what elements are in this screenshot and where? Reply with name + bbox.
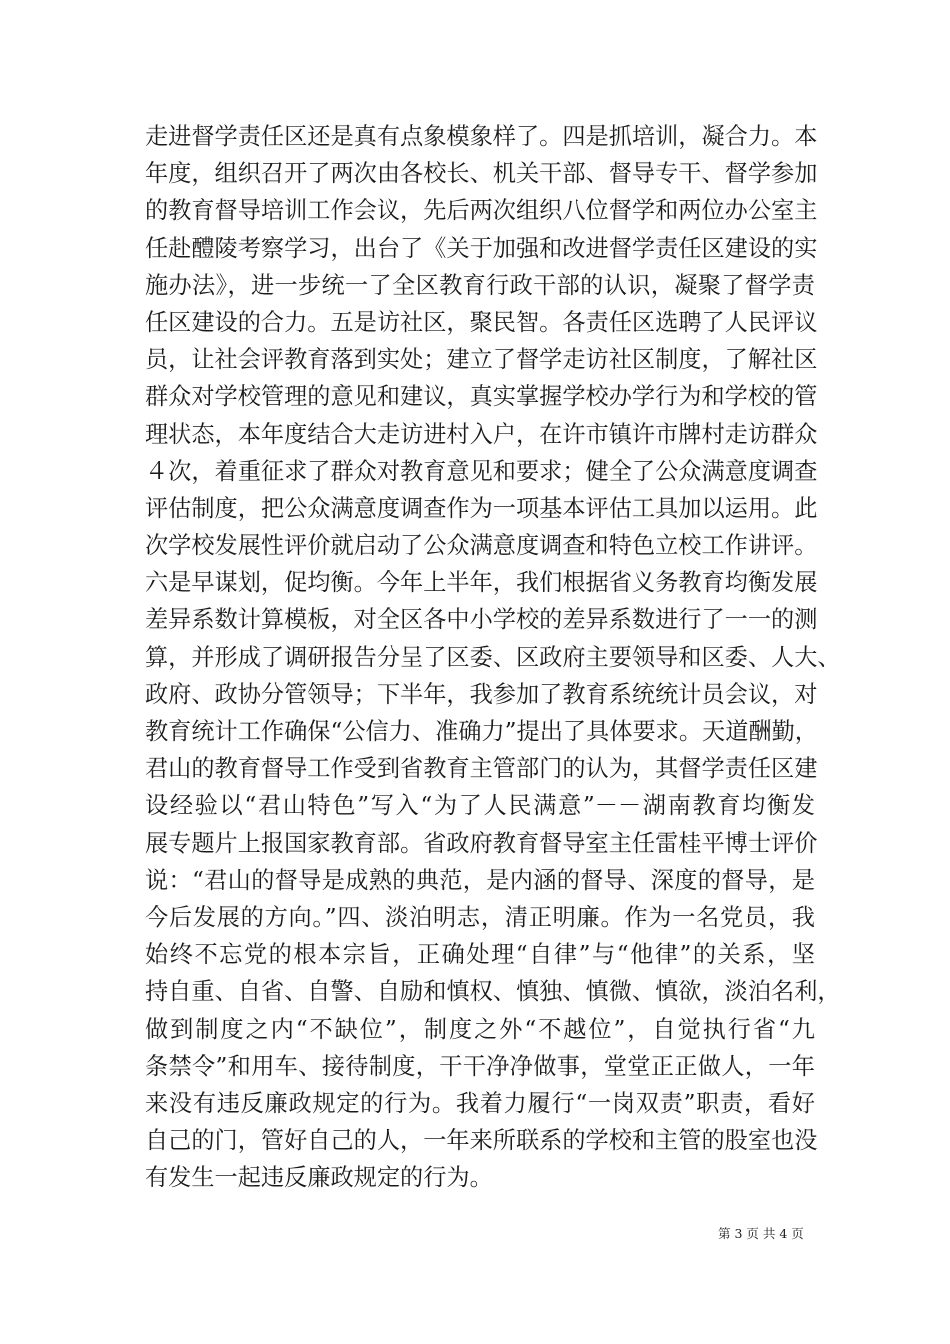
text-line: 君山的教育督导工作受到省教育主管部门的认为，其督学责任区建 <box>145 755 818 783</box>
text-line: 施办法》，进一步统一了全区教育行政干部的认识，凝聚了督学责 <box>145 271 815 299</box>
text-line: 持自重、自省、自警、自励和慎权、慎独、慎微、慎欲，淡泊名利， <box>145 978 841 1006</box>
text-line: 任赴醴陵考察学习，出台了《关于加强和改进督学责任区建设的实 <box>145 234 818 262</box>
text-line: 来没有违反廉政规定的行为。我着力履行“一岗双责”职责，看好 <box>145 1089 815 1117</box>
text-line: 教育统计工作确保“公信力、准确力”提出了具体要求。天道酬勤， <box>145 718 818 745</box>
body-paragraph <box>145 118 841 1196</box>
text-line: 评估制度，把公众满意度调查作为一项基本评估工具加以运用。此 <box>145 494 818 522</box>
text-line: 设经验以“君山特色”写入“为了人民满意”－－湖南教育均衡发 <box>145 792 815 820</box>
text-line: 员，让社会评教育落到实处；建立了督学走访社区制度，了解社区 <box>145 346 818 374</box>
text-line: 六是早谋划，促均衡。今年上半年，我们根据省义务教育均衡发展 <box>145 569 818 597</box>
page-number-footer: 第 3 页 共 4 页 <box>718 1226 804 1241</box>
text-line: 群众对学校管理的意见和建议，真实掌握学校办学行为和学校的管 <box>145 383 818 411</box>
text-line: 走进督学责任区还是真有点象模象样了。四是抓培训，凝合力。本 <box>145 123 818 150</box>
text-line: 政府、政协分管领导；下半年，我参加了教育系统统计员会议，对 <box>145 680 818 708</box>
text-line: 年度，组织召开了两次由各校长、机关干部、督导专干、督学参加 <box>145 160 818 188</box>
text-line: 次学校发展性评价就启动了公众满意度调查和特色立校工作讲评。 <box>145 532 818 560</box>
text-line: 任区建设的合力。五是访社区，聚民智。各责任区选聘了人民评议 <box>145 308 818 336</box>
text-line: ４次，着重征求了群众对教育意见和要求；健全了公众满意度调查 <box>145 457 818 485</box>
text-line: 理状态，本年度结合大走访进村入户，在许市镇许市牌村走访群众 <box>145 420 818 448</box>
text-line: 展专题片上报国家教育部。省政府教育督导室主任雷桂平博士评价 <box>145 829 818 857</box>
text-line: 的教育督导培训工作会议，先后两次组织八位督学和两位办公室主 <box>145 197 818 225</box>
text-line: 有发生一起违反廉政规定的行为。 <box>145 1164 493 1192</box>
text-line: 算，并形成了调研报告分呈了区委、区政府主要领导和区委、人大、 <box>145 643 841 671</box>
text-line: 说：“君山的督导是成熟的典范，是内涵的督导、深度的督导，是 <box>145 866 815 894</box>
text-line: 今后发展的方向。”四、淡泊明志，清正明廉。作为一名党员，我 <box>145 903 815 931</box>
text-line: 始终不忘党的根本宗旨，正确处理“自律”与“他律”的关系，坚 <box>145 941 815 969</box>
text-line: 自己的门，管好自己的人，一年来所联系的学校和主管的股室也没 <box>145 1127 818 1155</box>
text-line: 条禁令”和用车、接待制度，干干净净做事，堂堂正正做人，一年 <box>145 1052 815 1080</box>
text-line: 做到制度之内“不缺位”，制度之外“不越位”，自觉执行省“九 <box>145 1015 815 1043</box>
text-line: 差异系数计算模板，对全区各中小学校的差异系数进行了一一的测 <box>145 606 818 634</box>
